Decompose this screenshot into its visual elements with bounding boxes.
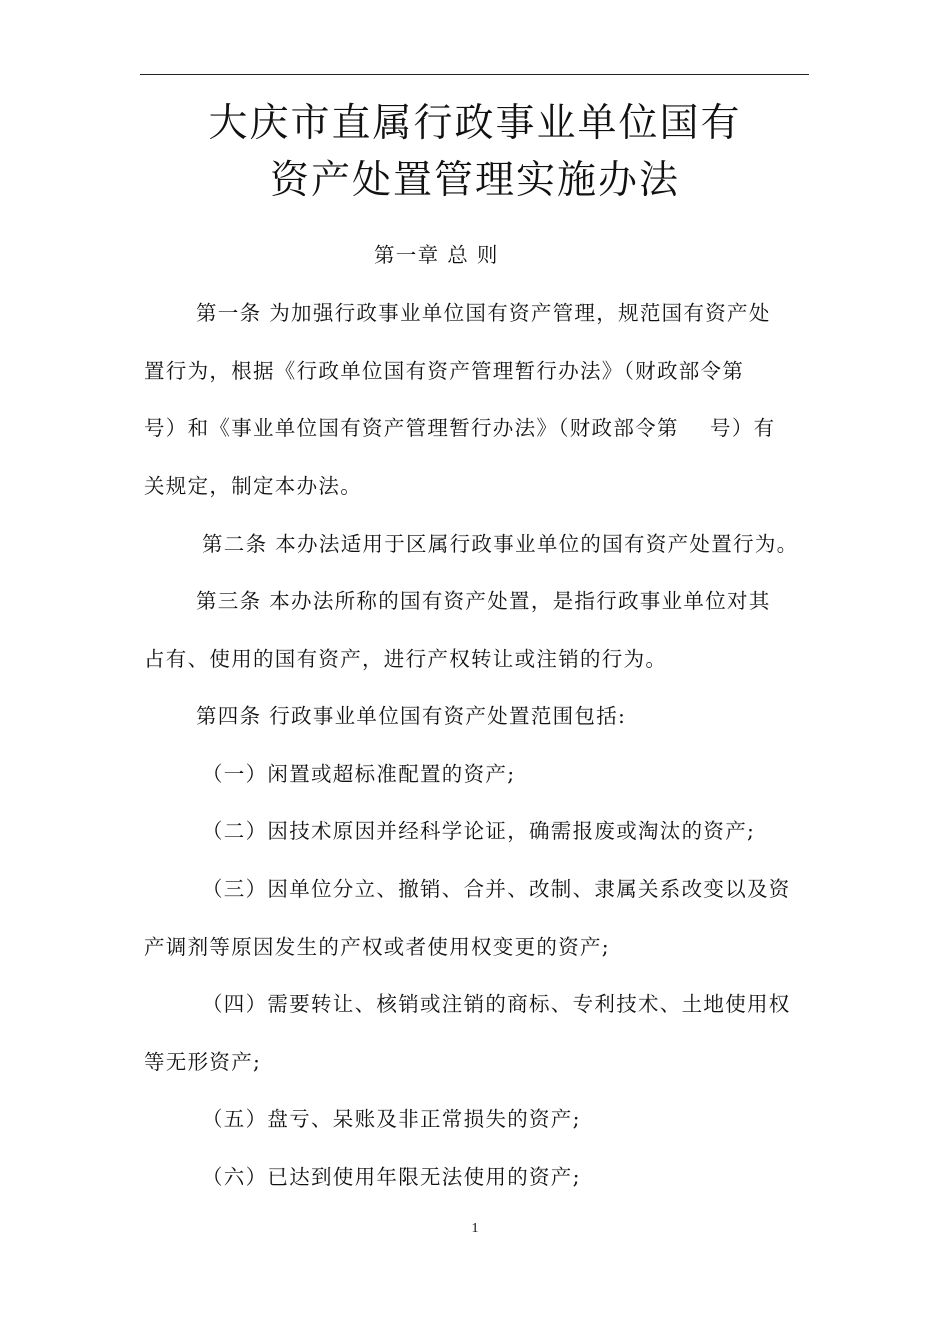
list-item-continuation: 产调剂等原因发生的产权或者使用权变更的资产; — [144, 935, 611, 959]
list-item: （二）因技术原因并经科学论证，确需报废或淘汰的资产; — [202, 819, 756, 843]
paragraph-line: 关规定，制定本办法。 — [144, 474, 362, 498]
paragraph-line: 第三条 本办法所称的国有资产处置，是指行政事业单位对其 — [196, 589, 771, 613]
list-item: （一）闲置或超标准配置的资产; — [202, 762, 516, 786]
list-item: （五）盘亏、呆账及非正常损失的资产; — [202, 1107, 581, 1131]
paragraph-line: 第一条 为加强行政事业单位国有资产管理，规范国有资产处 — [196, 301, 771, 325]
header-rule — [140, 74, 809, 75]
list-item: （六）已达到使用年限无法使用的资产; — [202, 1165, 581, 1189]
list-item-continuation: 等无形资产; — [144, 1050, 262, 1074]
chapter-heading: 第一章 总 则 — [374, 243, 499, 267]
list-item: （三）因单位分立、撤销、合并、改制、隶属关系改变以及资 — [202, 877, 791, 901]
paragraph-line: 占有、使用的国有资产，进行产权转让或注销的行为。 — [144, 647, 668, 671]
paragraph-line: 第二条 本办法适用于区属行政事业单位的国有资产处置行为。 — [202, 532, 799, 556]
document-title-line-1: 大庆市直属行政事业单位国有 — [208, 101, 742, 146]
paragraph-line: 置行为，根据《行政单位国有资产管理暂行办法》（财政部令第 — [144, 359, 745, 383]
list-item: （四）需要转让、核销或注销的商标、专利技术、土地使用权 — [202, 992, 791, 1016]
document-title-line-2: 资产处置管理实施办法 — [269, 158, 680, 203]
paragraph-line: 号）和《事业单位国有资产管理暂行办法》（财政部令第 号）有 — [144, 416, 776, 440]
page-number: 1 — [471, 1221, 479, 1236]
paragraph-line: 第四条 行政事业单位国有资产处置范围包括: — [196, 704, 627, 728]
